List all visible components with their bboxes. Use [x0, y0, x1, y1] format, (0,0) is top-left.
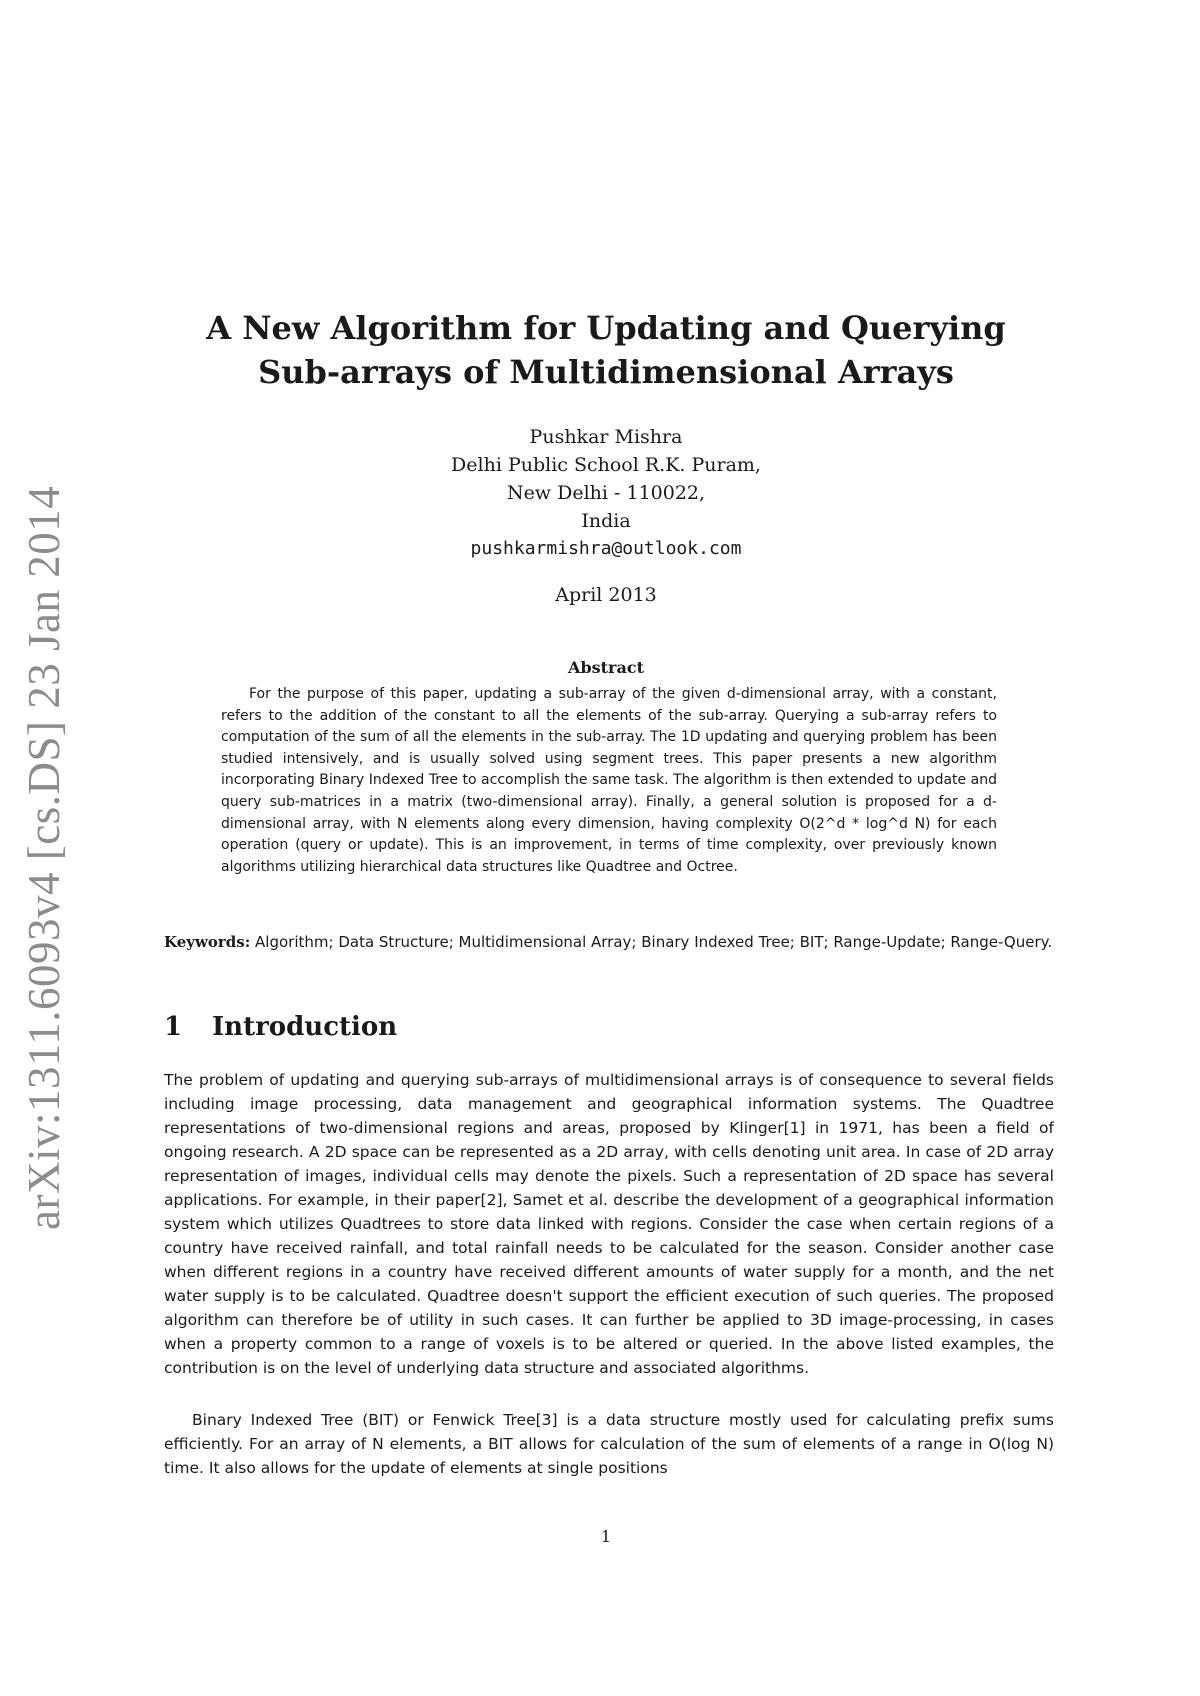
abstract-text: For the purpose of this paper, updating a sub-array of the given d-dimensional array, with a constant, refers to the addition of the constant to all the elements of the sub-array. Querying a sub-array refers to computation of the sum of all the elements in the sub-array. The 1D updating and querying problem has been studied intensively, and is usually solved using segment trees. This paper presents a new algorithm incorporating Binary Indexed Tree to accomplish the same task. The algorithm is then extended to update and query sub-matrices in a matrix (two-dimensional array). Finally, a general solution is proposed for a d-dimensional array, with N elements along every dimension, having complexity O(2^d * log^d N) for each operation (query or update). This is an improvement, in terms of time complexity, over previously known algorithms utilizing hierarchical data structures like Quadtree and Octree. [221, 686, 997, 875]
abstract-heading: Abstract [568, 658, 644, 677]
title-line-1: A New Algorithm for Updating and Querying [206, 309, 1006, 347]
author-affiliation: Delhi Public School R.K. Puram, [451, 454, 761, 476]
author-email: pushkarmishra@outlook.com [470, 538, 742, 559]
author-name: Pushkar Mishra [529, 426, 683, 448]
author-city: New Delhi - 110022, [506, 482, 706, 504]
paper-date: April 2013 [555, 584, 657, 606]
section-number: 1 [164, 1012, 183, 1042]
section-heading [164, 1012, 397, 1042]
section-title: Introduction [212, 1012, 398, 1042]
title-line-2: Sub-arrays of Multidimensional Arrays [258, 353, 954, 391]
introduction-paragraph-2: Binary Indexed Tree (BIT) or Fenwick Tree[3] is a data structure mostly used for calculating prefix sums efficiently. For an array of N elements, a BIT allows for calculation of the sum of elements of a range in O(log N) time. It also allows for the update of elements at single positions [164, 1411, 1054, 1477]
author-block [150, 423, 1062, 563]
author-country: India [581, 510, 631, 532]
page-number: 1 [600, 1527, 612, 1546]
introduction-paragraph-1: The problem of updating and querying sub-arrays of multidimensional arrays is of consequence to several fields including image processing, data management and geographical information systems. The Quadtree representations of two-dimensional regions and areas, proposed by Klinger[1] in 1971, has been a field of ongoing research. A 2D space can be represented as a 2D array, with cells denoting unit area. In case of 2D array representation of images, individual cells may denote the pixels. Such a representation of 2D space has several applications. For example, in their paper[2], Samet et al. describe the development of a geographical information system which utilizes Quadtrees to store data linked with regions. Consider the case when certain regions of a country have received rainfall, and total rainfall needs to be calculated for the season. Consider another case when different regions in a country have received different amounts of water supply for a month, and the net water supply is to be calculated. Quadtree doesn't support the efficient execution of such queries. The proposed algorithm can therefore be of utility in such cases. It can further be applied to 3D image-processing, in cases when a property common to a range of voxels is to be altered or queried. In the above listed examples, the contribution is on the level of underlying data structure and associated algorithms. [164, 1071, 1054, 1377]
arxiv-identifier-stamp: arXiv:1311.6093v4 [cs.DS] 23 Jan 2014 [19, 485, 69, 1230]
keywords-text: Algorithm; Data Structure; Multidimensional Array; Binary Indexed Tree; BIT; Range-Update; Range-Query. [255, 933, 1053, 951]
paper-title [150, 306, 1062, 394]
keywords-label: Keywords: [164, 933, 251, 951]
keywords [164, 930, 1054, 954]
